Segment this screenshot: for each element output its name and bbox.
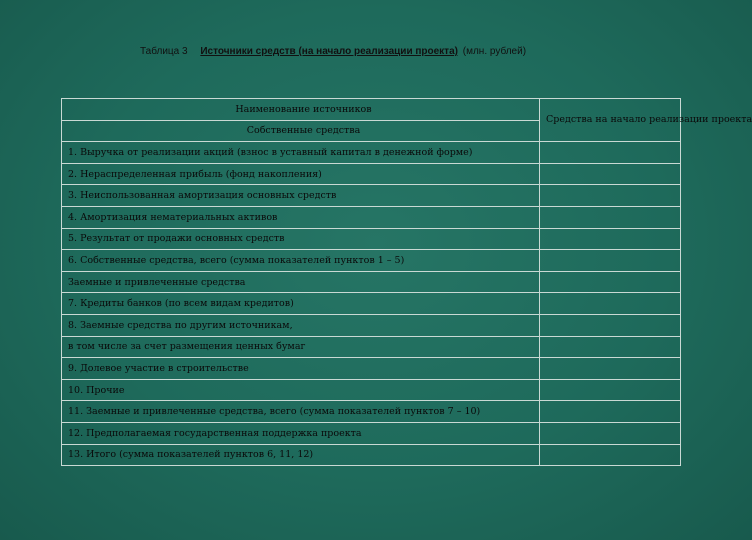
row-label: 12. Предполагаемая государственная поддержка проекта — [62, 422, 540, 444]
row-value — [540, 401, 681, 423]
table-row — [62, 336, 681, 358]
row-label: 4. Амортизация нематериальных активов — [62, 206, 540, 228]
table-row — [62, 422, 681, 444]
row-value — [540, 444, 681, 466]
row-label: 9. Долевое участие в строительстве — [62, 358, 540, 380]
row-value — [540, 206, 681, 228]
table-row — [62, 379, 681, 401]
row-label: 6. Собственные средства, всего (сумма показателей пунктов 1 – 5) — [62, 250, 540, 272]
table-row — [62, 314, 681, 336]
table-row — [62, 401, 681, 423]
header-source-name: Наименование источников — [62, 99, 540, 121]
row-value — [540, 142, 681, 164]
row-label: 11. Заемные и привлеченные средства, всего (сумма показателей пунктов 7 – 10) — [62, 401, 540, 423]
row-value — [540, 228, 681, 250]
row-value — [540, 422, 681, 444]
section-row-borrowed — [62, 271, 681, 293]
table-row — [62, 163, 681, 185]
row-value — [540, 185, 681, 207]
section-own-funds: Собственные средства — [62, 120, 540, 142]
header-amount: Средства на начало реализации проекта — [540, 99, 681, 142]
header-row — [62, 99, 681, 121]
row-label: 1. Выручка от реализации акций (взнос в уставный капитал в денежной форме) — [62, 142, 540, 164]
funding-sources-table — [61, 98, 752, 466]
row-value — [540, 314, 681, 336]
table-row — [62, 206, 681, 228]
row-label: 2. Нераспределенная прибыль (фонд накопления) — [62, 163, 540, 185]
row-value — [540, 250, 681, 272]
row-label: 7. Кредиты банков (по всем видам кредитов) — [62, 293, 540, 315]
row-label: 5. Результат от продажи основных средств — [62, 228, 540, 250]
row-value — [540, 358, 681, 380]
table-row — [62, 293, 681, 315]
table-row — [62, 228, 681, 250]
table-title: Источники средств (на начало реализации проекта) — [200, 46, 458, 57]
row-value — [540, 163, 681, 185]
row-label: в том числе за счет размещения ценных бумаг — [62, 336, 540, 358]
table-row — [62, 358, 681, 380]
row-value — [540, 293, 681, 315]
row-value — [540, 271, 681, 293]
table-row — [62, 185, 681, 207]
table-row — [62, 444, 681, 466]
row-value — [540, 336, 681, 358]
table-row — [62, 142, 681, 164]
table-row — [62, 250, 681, 272]
table-caption — [140, 46, 620, 57]
row-label: 10. Прочие — [62, 379, 540, 401]
table-number: Таблица 3 — [140, 46, 188, 57]
table-unit: (млн. рублей) — [462, 46, 527, 57]
row-label: 13. Итого (сумма показателей пунктов 6, 11, 12) — [62, 444, 540, 466]
row-value — [540, 379, 681, 401]
section-borrowed-funds: Заемные и привлеченные средства — [62, 271, 540, 293]
row-label: 8. Заемные средства по другим источникам, — [62, 314, 540, 336]
row-label: 3. Неиспользованная амортизация основных средств — [62, 185, 540, 207]
